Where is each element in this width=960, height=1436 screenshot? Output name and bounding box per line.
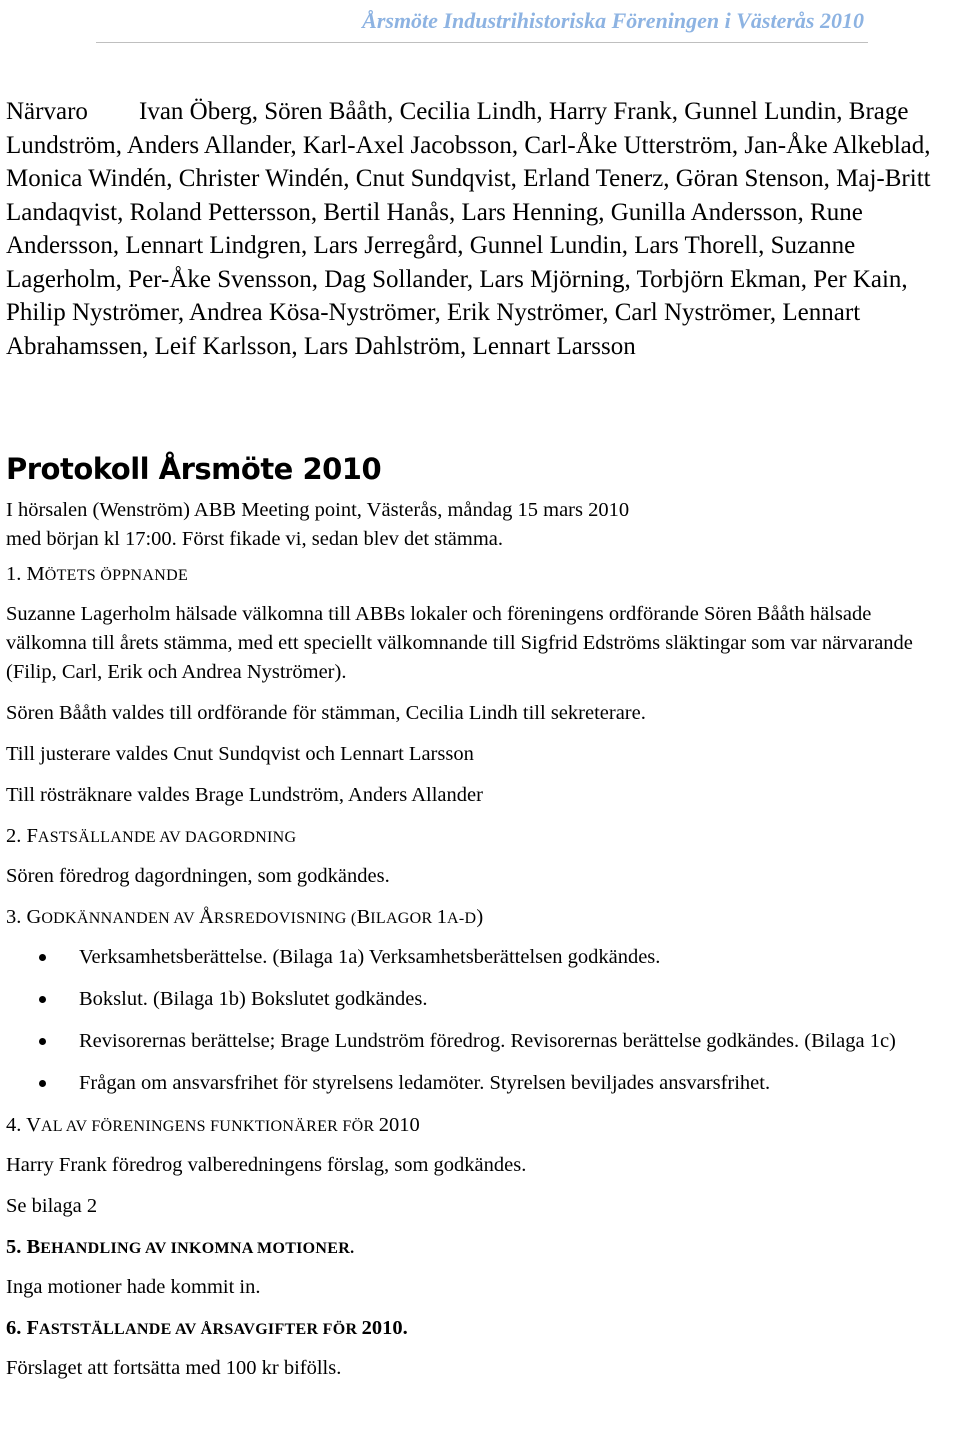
bullet-icon	[39, 996, 46, 1003]
section-1-paragraph-3: Till justerare valdes Cnut Sundqvist och Lennart Larsson	[6, 743, 474, 765]
section-1-paragraph-1: Suzanne Lagerholm hälsade välkomna till ABBs lokaler och föreningens ordförande Sören Bååth hälsade välkomna till årets stämma, med ett speciellt välkomnande till Sigfrid Edströms släktingar som var närvarande (Filip, Carl, Erik och Andrea Nyströmer).	[6, 603, 913, 683]
list-item	[6, 1027, 956, 1056]
section-4-number: 4.	[6, 1114, 27, 1136]
list-item	[6, 1069, 956, 1098]
section-3-initial-2: Å	[199, 906, 214, 928]
section-3-initial-3: B	[356, 906, 371, 928]
section-3-title-4: A-D	[447, 910, 477, 927]
attendance-names: Ivan Öberg, Sören Bååth, Cecilia Lindh, Harry Frank, Gunnel Lundin, Brage Lundström, Anders Allander, Karl-Axel Jacobsson, Carl-Åke Utterström, Jan-Åke Alkeblad, Monica Windén, Christer Windén, Cnut Sundqvist, Erland Tenerz, Göran Stenson, Maj-Britt Landaqvist, Roland Pettersson, Bertil Hanås, Lars Henning, Gunilla Andersson, Rune Andersson, Lennart Lindgren, Lars Jerregård, Gunnel Lundin, Lars Thorell, Suzanne Lagerholm, Per-Åke Svensson, Dag Sollander, Lars Mjörning, Torbjörn Ekman, Per Kain, Philip Nyströmer, Andrea Kösa-Nyströmer, Erik Nyströmer, Carl Nyströmer, Lennart Abrahamssen, Leif Karlsson, Lars Dahlström, Lennart Larsson	[6, 98, 931, 360]
section-4-title: AL AV FÖRENINGENS FUNKTIONÄRER FÖR	[40, 1118, 379, 1135]
section-6-year: 2010.	[361, 1317, 408, 1339]
protocol-title: Protokoll Årsmöte 2010	[6, 452, 382, 486]
section-4-initial: V	[26, 1114, 41, 1136]
section-2-number: 2.	[6, 825, 27, 847]
section-6-initial: F	[26, 1317, 40, 1339]
section-6-heading	[6, 1314, 956, 1344]
list-item-text: Frågan om ansvarsfrihet för styrelsens ledamöter. Styrelsen beviljades ansvarsfrihet.	[79, 1072, 771, 1094]
section-6-paragraph-1: Förslaget att fortsätta med 100 kr bifölls.	[6, 1357, 342, 1379]
section-1-number: 1.	[6, 563, 27, 585]
section-3-title-3: ILAGOR	[370, 910, 437, 927]
section-3-heading	[6, 903, 956, 933]
bullet-icon	[39, 954, 46, 961]
section-5-title: EHANDLING AV INKOMNA MOTIONER.	[40, 1240, 355, 1257]
section-1-initial: M	[26, 563, 45, 585]
section-2-heading	[6, 822, 956, 852]
section-4-year: 2010	[378, 1114, 420, 1136]
section-4-paragraph-1: Harry Frank föredrog valberedningens förslag, som godkändes.	[6, 1154, 527, 1176]
bullet-icon	[39, 1080, 46, 1087]
section-3-list	[6, 943, 956, 1098]
section-5-paragraph-1: Inga motioner hade kommit in.	[6, 1276, 261, 1298]
section-2-title: ASTSÄLLANDE AV DAGORDNING	[37, 829, 297, 846]
intro-line-2: med början kl 17:00. Först fikade vi, sedan blev det stämma.	[6, 528, 504, 550]
section-3-initial-4: 1	[436, 906, 448, 928]
section-3-close: )	[476, 906, 484, 928]
section-4-heading	[6, 1111, 956, 1141]
section-3-title-1: ODKÄNNANDEN AV	[41, 910, 200, 927]
list-item-text: Revisorernas berättelse; Brage Lundström föredrog. Revisorernas berättelse godkändes. (Bilaga 1c)	[79, 1030, 896, 1052]
section-5-heading	[6, 1233, 956, 1263]
section-6-title: ASTSTÄLLANDE AV ÅRSAVGIFTER FÖR	[39, 1321, 362, 1338]
protocol-intro	[6, 496, 956, 554]
list-item-text: Verksamhetsberättelse. (Bilaga 1a) Verksamhetsberättelsen godkändes.	[79, 946, 661, 968]
bullet-icon	[39, 1038, 46, 1045]
list-item-text: Bokslut. (Bilaga 1b) Bokslutet godkändes.	[79, 988, 428, 1010]
section-3-number: 3.	[6, 906, 27, 928]
intro-line-1: I hörsalen (Wenström) ABB Meeting point, Västerås, måndag 15 mars 2010	[6, 499, 630, 521]
section-1-heading	[6, 560, 956, 590]
list-item	[6, 985, 956, 1014]
document-header: Årsmöte Industrihistoriska Föreningen i Västerås 2010	[362, 8, 864, 33]
section-5-number: 5.	[6, 1236, 27, 1258]
attendance-block	[6, 95, 954, 363]
list-item	[6, 943, 956, 972]
header-divider	[96, 42, 868, 43]
section-3-title-2: RSREDOVISNING (	[213, 910, 357, 927]
section-6-number: 6.	[6, 1317, 27, 1339]
section-1-paragraph-4: Till rösträknare valdes Brage Lundström, Anders Allander	[6, 784, 483, 806]
section-5-initial: B	[26, 1236, 41, 1258]
section-3-initial-1: G	[26, 906, 42, 928]
protocol-body	[6, 452, 956, 1395]
section-1-title: ÖTETS ÖPPNANDE	[44, 567, 189, 584]
section-4-paragraph-2: Se bilaga 2	[6, 1195, 98, 1217]
attendance-label: Närvaro	[6, 98, 88, 125]
section-1-paragraph-2: Sören Bååth valdes till ordförande för stämman, Cecilia Lindh till sekreterare.	[6, 702, 646, 724]
section-2-paragraph-1: Sören föredrog dagordningen, som godkändes.	[6, 865, 390, 887]
section-2-initial: F	[26, 825, 38, 847]
